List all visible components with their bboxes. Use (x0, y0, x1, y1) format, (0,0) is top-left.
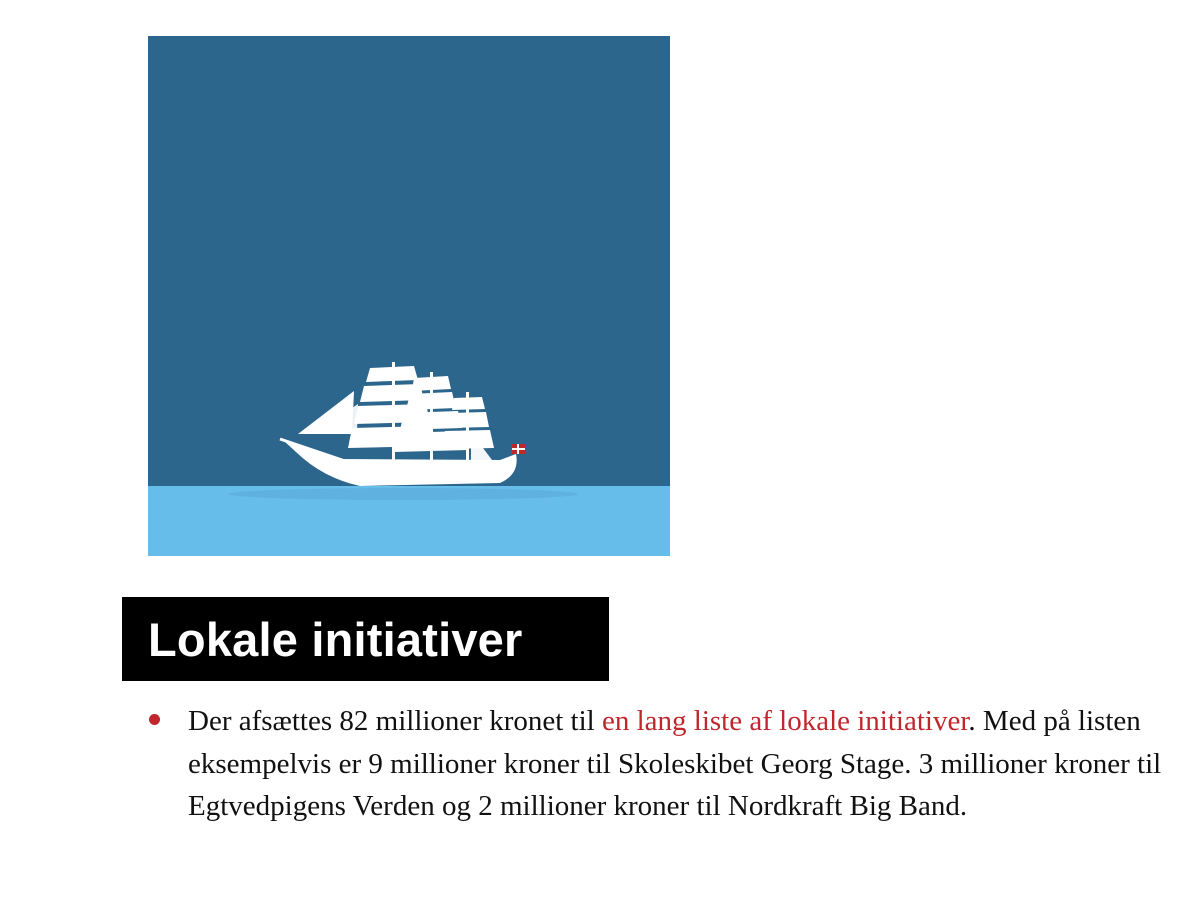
local-initiatives-link[interactable]: en lang liste af lokale initiativer (601, 705, 969, 737)
list-item (146, 700, 1196, 828)
bullet-text (188, 700, 1193, 828)
section-heading: Lokale initiativer (148, 612, 523, 666)
bullet-text-after: . Med på listen eksempelvis er 9 millioner kroner til Skoleskibet Georg Stage. 3 millioner kroner til Egtvedpigens Verden og 2 millioner kroner til Nordkraft Big Band. (188, 705, 1162, 822)
bullet-dot-icon (149, 714, 160, 725)
flag-icon (512, 444, 525, 454)
ship-reflection (228, 488, 578, 500)
sailing-ship-illustration (148, 36, 670, 556)
bullet-text-before: Der afsættes 82 millioner kronet til (188, 705, 602, 737)
section-heading-box (122, 597, 609, 681)
bullet-list (146, 700, 1196, 828)
